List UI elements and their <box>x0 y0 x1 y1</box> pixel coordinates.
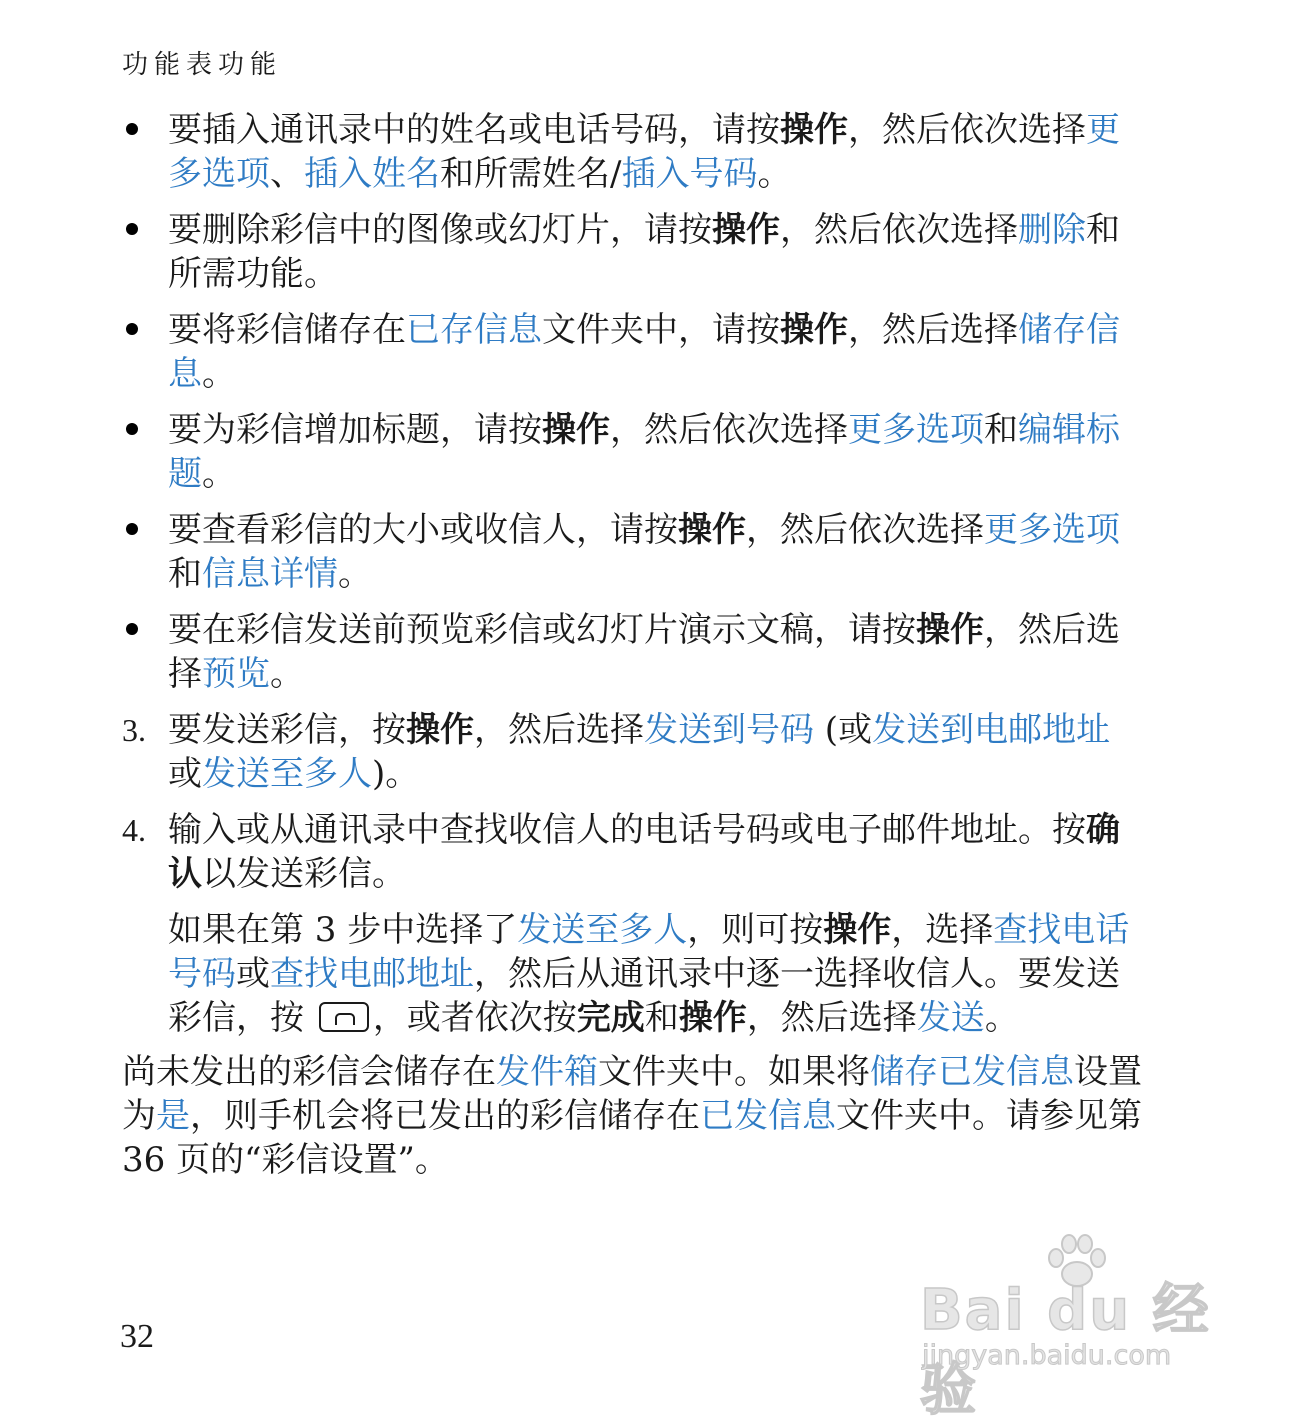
bullet-marker <box>122 608 168 652</box>
body-text: 。 <box>202 454 236 494</box>
bullet-list <box>122 108 1142 696</box>
softkey-label: 确认 <box>168 810 1120 894</box>
step-note <box>122 908 1142 1040</box>
bullet-dot-icon <box>126 423 138 435</box>
softkey-label: 操作 <box>916 610 984 650</box>
menu-option-text: 插入姓名 <box>304 154 440 194</box>
body-text: 要为彩信增加标题，请按 <box>168 410 542 450</box>
body-text: 。 <box>757 154 792 194</box>
body-text: 文件夹中，请按 <box>542 310 780 350</box>
body-text: ，则手机会将已发出的彩信储存在 <box>190 1096 700 1136</box>
body-text: 。 <box>984 998 1019 1038</box>
menu-option-text: 更多选项 <box>984 510 1120 550</box>
body-text: 如果在第 3 步中选择了 <box>168 910 518 950</box>
body-text: 、 <box>270 154 304 194</box>
body-text: 输入或从通讯录中查找收信人的电话号码或电子邮件地址。按 <box>168 810 1086 850</box>
body-text: 要发送彩信，按 <box>168 710 406 750</box>
body-text: 或 <box>236 954 270 994</box>
closing-paragraph <box>122 1050 1142 1182</box>
body-text: ，然后依次选择 <box>848 110 1086 150</box>
body-text: 要删除彩信中的图像或幻灯片，请按 <box>168 210 712 250</box>
menu-option-text: 发件箱 <box>496 1052 598 1092</box>
menu-option-text: 删除 <box>1018 210 1086 250</box>
end-key-icon <box>319 1002 369 1032</box>
body-text: )。 <box>372 754 420 794</box>
menu-option-text: 查找电话号码 <box>168 910 1130 994</box>
menu-option-text: 更多选项 <box>168 110 1120 194</box>
body-text: 设置为 <box>122 1052 1142 1136</box>
bullet-dot-icon <box>126 323 138 335</box>
menu-option-text: 发送到号码 <box>644 710 814 750</box>
body-text: ，然后选择 <box>474 710 644 750</box>
bullet-item <box>122 308 1142 396</box>
softkey-label: 操作 <box>780 110 848 150</box>
bullet-item <box>122 108 1142 196</box>
numbered-step <box>122 708 1142 796</box>
bullet-dot-icon <box>126 623 138 635</box>
bullet-marker <box>122 408 168 452</box>
page-content <box>122 108 1142 1182</box>
bullet-dot-icon <box>126 523 138 535</box>
bullet-item <box>122 508 1142 596</box>
body-text: ，然后从通讯录中逐一选择收信人。要发送彩信，按 <box>168 954 1120 1038</box>
bullet-marker <box>122 108 168 152</box>
bullet-item <box>122 608 1142 696</box>
menu-option-text: 信息详情 <box>202 554 338 594</box>
body-text: 。 <box>270 654 304 694</box>
softkey-label: 操作 <box>542 410 610 450</box>
body-text: ，则可按 <box>687 910 824 950</box>
bullet-marker <box>122 208 168 252</box>
watermark-logo: Bai du 经验 <box>920 1278 1211 1423</box>
bullet-dot-icon <box>126 123 138 135</box>
body-text: ，然后选择 <box>746 998 917 1038</box>
body-text: 和所需姓名/ <box>440 154 622 194</box>
menu-option-text: 发送至多人 <box>517 910 688 950</box>
body-text: ，选择 <box>891 910 994 950</box>
body-text: 和 <box>984 410 1018 450</box>
body-text: 文件夹中。如果将 <box>598 1052 870 1092</box>
body-text: ，然后依次选择 <box>610 410 848 450</box>
body-text: 或 <box>168 754 202 794</box>
bullet-dot-icon <box>126 223 138 235</box>
softkey-label: 完成 <box>576 998 645 1038</box>
bullet-marker <box>122 508 168 552</box>
body-text: ，然后选择 <box>848 310 1018 350</box>
menu-option-text: 储存信息 <box>168 310 1120 394</box>
section-header: 功能表功能 <box>122 50 283 80</box>
menu-option-text: 预览 <box>202 654 270 694</box>
watermark-url: jingyan.baidu.com <box>922 1340 1172 1371</box>
body-text: 。 <box>202 354 236 394</box>
body-text: ，然后依次选择 <box>746 510 984 550</box>
softkey-label: 操作 <box>406 710 474 750</box>
softkey-label: 操作 <box>678 998 747 1038</box>
body-text: 要插入通讯录中的姓名或电话号码，请按 <box>168 110 780 150</box>
step-number: 3. <box>122 712 146 748</box>
body-text: ，然后选择 <box>168 610 1120 694</box>
step-number: 4. <box>122 812 146 848</box>
body-text: 要在彩信发送前预览彩信或幻灯片演示文稿，请按 <box>168 610 916 650</box>
body-text: 。 <box>338 554 372 594</box>
body-text: ，然后依次选择 <box>780 210 1018 250</box>
body-text: 尚未发出的彩信会储存在 <box>122 1052 496 1092</box>
body-text: 和 <box>644 998 679 1038</box>
menu-option-text: 已存信息 <box>406 310 542 350</box>
body-text: 以发送彩信。 <box>202 854 406 894</box>
softkey-label: 操作 <box>780 310 848 350</box>
menu-option-text: 更多选项 <box>848 410 984 450</box>
softkey-label: 操作 <box>712 210 780 250</box>
menu-option-text: 是 <box>156 1096 190 1136</box>
bullet-item <box>122 208 1142 296</box>
body-text: (或 <box>814 710 873 750</box>
menu-option-text: 储存已发信息 <box>870 1052 1074 1092</box>
menu-option-text: 已发信息 <box>700 1096 836 1136</box>
body-text: 要将彩信储存在 <box>168 310 406 350</box>
body-text: 要查看彩信的大小或收信人，请按 <box>168 510 678 550</box>
menu-option-text: 插入号码 <box>621 154 758 194</box>
softkey-label: 操作 <box>678 510 746 550</box>
body-text: ，或者依次按 <box>372 998 577 1038</box>
menu-option-text: 查找电邮地址 <box>270 954 474 994</box>
baidu-watermark <box>920 1232 1220 1423</box>
menu-option-text: 发送至多人 <box>202 754 372 794</box>
menu-option-text: 编辑标题 <box>168 410 1120 494</box>
step-list <box>122 708 1142 1040</box>
menu-option-text: 发送到电邮地址 <box>872 710 1111 750</box>
page-number: 32 <box>120 1318 154 1355</box>
numbered-step <box>122 808 1142 896</box>
body-text: 和所需功能。 <box>168 210 1120 294</box>
body-text: 和 <box>168 554 202 594</box>
body-text: 文件夹中。请参见第 36 页的“彩信设置”。 <box>122 1096 1142 1180</box>
bullet-item <box>122 408 1142 496</box>
softkey-label: 操作 <box>823 910 892 950</box>
menu-option-text: 发送 <box>916 998 985 1038</box>
bullet-marker <box>122 308 168 352</box>
